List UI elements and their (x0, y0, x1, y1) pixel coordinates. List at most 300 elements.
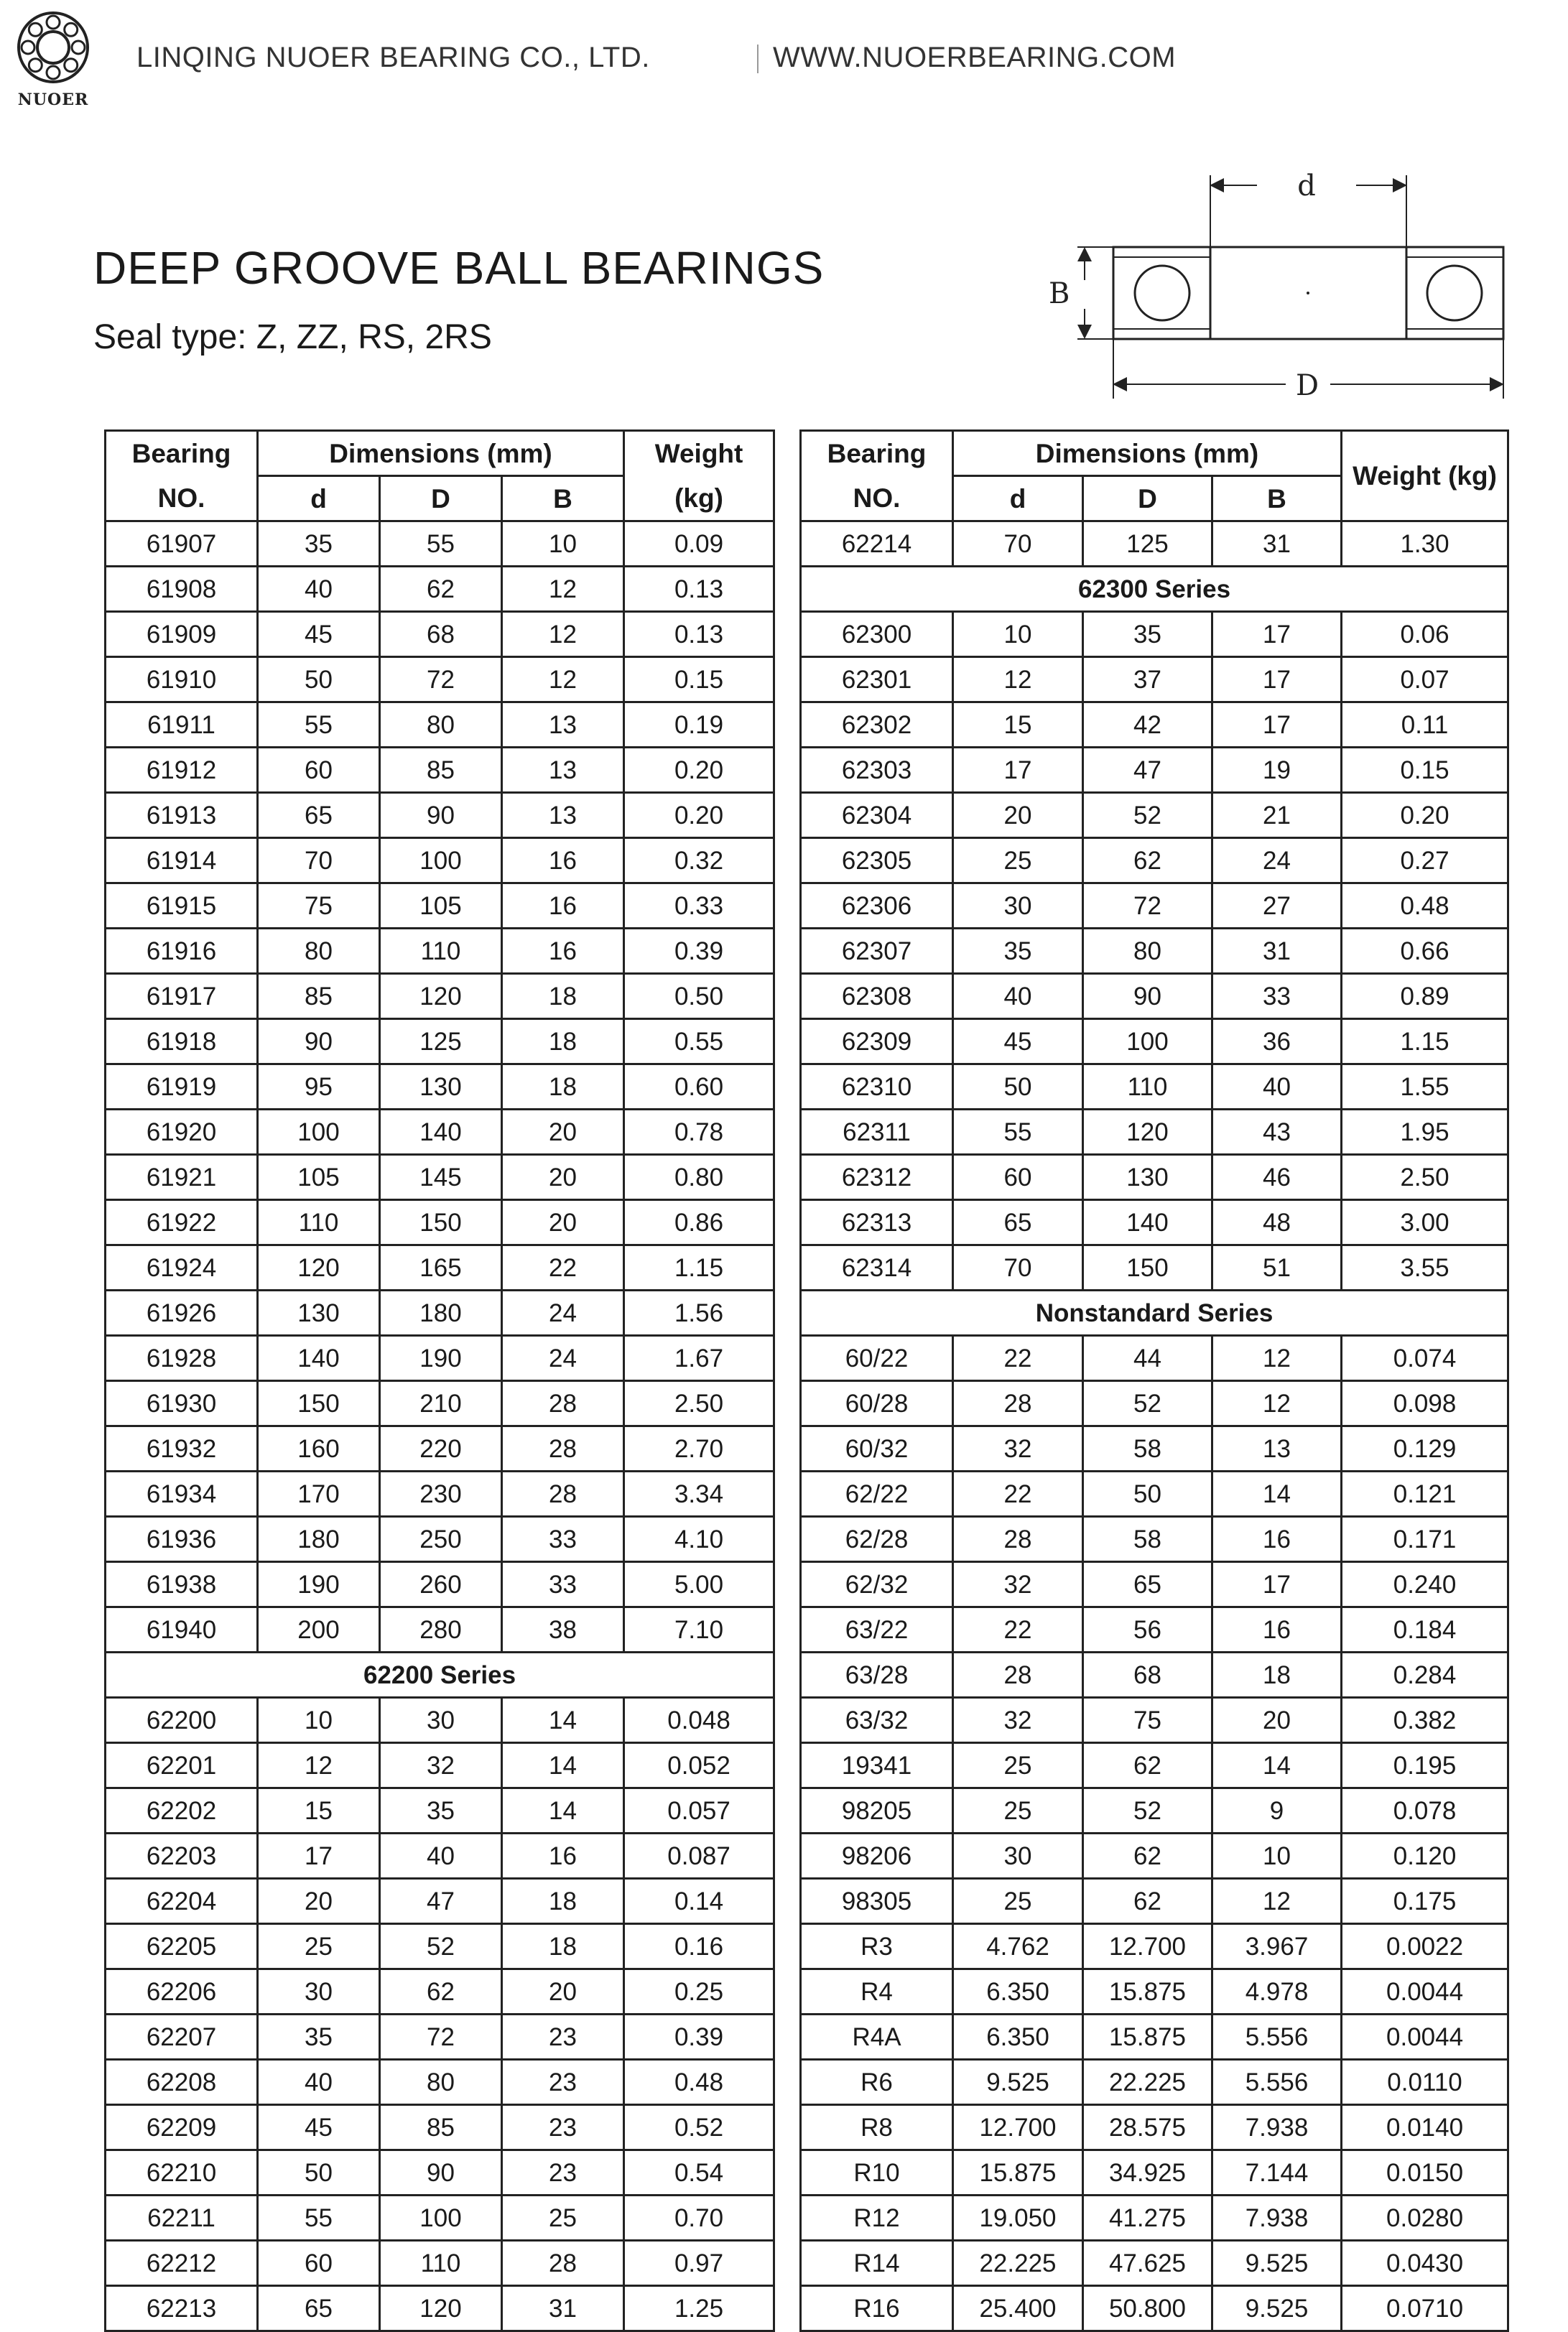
outer-diameter-cell: 190 (380, 1336, 502, 1381)
width-cell: 28 (502, 1472, 624, 1517)
width-cell: 20 (502, 1155, 624, 1200)
outer-diameter-cell: 145 (380, 1155, 502, 1200)
inner-diameter-cell: 20 (953, 793, 1083, 838)
bearing-no-cell: 60/32 (801, 1426, 953, 1472)
weight-cell: 2.70 (624, 1426, 774, 1472)
header-dimensions: Dimensions (mm) (258, 431, 624, 476)
bearing-logo-icon (10, 10, 96, 89)
weight-cell: 0.54 (624, 2150, 774, 2196)
outer-diameter-cell: 47.625 (1083, 2241, 1212, 2286)
bearing-no-cell: 98206 (801, 1834, 953, 1879)
width-cell: 12 (1212, 1879, 1342, 1924)
right-bearing-table (799, 429, 1509, 2332)
table-row (106, 2241, 774, 2286)
inner-diameter-cell: 70 (953, 521, 1083, 567)
inner-diameter-cell: 30 (953, 1834, 1083, 1879)
width-cell: 25 (502, 2196, 624, 2241)
width-cell: 3.967 (1212, 1924, 1342, 1969)
inner-diameter-cell: 32 (953, 1562, 1083, 1607)
table-row (801, 1110, 1508, 1155)
outer-diameter-cell: 120 (380, 2286, 502, 2331)
width-cell: 12 (1212, 1336, 1342, 1381)
width-cell: 14 (502, 1788, 624, 1834)
inner-diameter-cell: 9.525 (953, 2060, 1083, 2105)
outer-diameter-cell: 110 (380, 929, 502, 974)
bearing-no-cell: R4A (801, 2015, 953, 2060)
inner-diameter-cell: 22 (953, 1472, 1083, 1517)
header-dimensions: Dimensions (mm) (953, 431, 1342, 476)
outer-diameter-cell: 34.925 (1083, 2150, 1212, 2196)
inner-diameter-cell: 140 (258, 1336, 380, 1381)
weight-cell: 0.13 (624, 612, 774, 657)
bearing-no-cell: 61916 (106, 929, 258, 974)
weight-cell: 7.10 (624, 1607, 774, 1653)
weight-cell: 0.48 (624, 2060, 774, 2105)
width-cell: 18 (1212, 1653, 1342, 1698)
table-row (106, 1788, 774, 1834)
weight-cell: 0.195 (1342, 1743, 1508, 1788)
table-row (801, 1879, 1508, 1924)
outer-diameter-cell: 65 (1083, 1562, 1212, 1607)
bearing-no-cell: 62309 (801, 1019, 953, 1064)
inner-diameter-cell: 28 (953, 1653, 1083, 1698)
outer-diameter-cell: 90 (380, 2150, 502, 2196)
width-cell: 23 (502, 2060, 624, 2105)
inner-diameter-cell: 25 (953, 1788, 1083, 1834)
bearing-no-cell: 98205 (801, 1788, 953, 1834)
width-cell: 13 (1212, 1426, 1342, 1472)
bearing-no-cell: 63/22 (801, 1607, 953, 1653)
bearing-no-cell: 61907 (106, 521, 258, 567)
inner-diameter-cell: 25 (953, 1743, 1083, 1788)
outer-diameter-cell: 22.225 (1083, 2060, 1212, 2105)
outer-diameter-cell: 100 (380, 2196, 502, 2241)
width-cell: 13 (502, 793, 624, 838)
table-row (801, 1245, 1508, 1291)
bearing-no-cell: 61932 (106, 1426, 258, 1472)
width-cell: 12 (502, 612, 624, 657)
table-row (801, 1562, 1508, 1607)
weight-cell: 0.0150 (1342, 2150, 1508, 2196)
series-section-row (801, 567, 1508, 612)
outer-diameter-cell: 56 (1083, 1607, 1212, 1653)
inner-diameter-cell: 10 (258, 1698, 380, 1743)
logo-text: NUOER (17, 90, 89, 109)
outer-diameter-cell: 150 (380, 1200, 502, 1245)
weight-cell: 0.129 (1342, 1426, 1508, 1472)
width-cell: 23 (502, 2105, 624, 2150)
inner-diameter-cell: 65 (258, 2286, 380, 2331)
weight-cell: 0.240 (1342, 1562, 1508, 1607)
bearing-no-cell: 61915 (106, 883, 258, 929)
width-cell: 18 (502, 1019, 624, 1064)
bearing-no-cell: 62302 (801, 702, 953, 748)
width-cell: 31 (1212, 929, 1342, 974)
table-row (106, 1336, 774, 1381)
outer-diameter-cell: 41.275 (1083, 2196, 1212, 2241)
header-weight-unit: (kg) (624, 476, 774, 521)
weight-cell: 0.06 (1342, 612, 1508, 657)
width-cell: 10 (1212, 1834, 1342, 1879)
inner-diameter-cell: 90 (258, 1019, 380, 1064)
outer-diameter-cell: 110 (380, 2241, 502, 2286)
bearing-no-cell: 61940 (106, 1607, 258, 1653)
table-row (106, 1472, 774, 1517)
width-cell: 16 (502, 838, 624, 883)
inner-diameter-cell: 60 (258, 748, 380, 793)
table-row (801, 793, 1508, 838)
width-cell: 28 (502, 2241, 624, 2286)
table-row (801, 1924, 1508, 1969)
bearing-no-cell: 61922 (106, 1200, 258, 1245)
weight-cell: 0.121 (1342, 1472, 1508, 1517)
width-cell: 18 (502, 1064, 624, 1110)
width-cell: 24 (502, 1336, 624, 1381)
width-cell: 51 (1212, 1245, 1342, 1291)
inner-diameter-cell: 65 (258, 793, 380, 838)
table-row (106, 1969, 774, 2015)
table-row (801, 2286, 1508, 2331)
table-row (106, 1834, 774, 1879)
weight-cell: 0.70 (624, 2196, 774, 2241)
table-row (106, 1381, 774, 1426)
series-section-title: 62200 Series (106, 1653, 774, 1698)
table-row (106, 1155, 774, 1200)
bearing-no-cell: R14 (801, 2241, 953, 2286)
bearing-no-cell: 62203 (106, 1834, 258, 1879)
outer-diameter-cell: 44 (1083, 1336, 1212, 1381)
width-cell: 31 (502, 2286, 624, 2331)
width-cell: 18 (502, 1879, 624, 1924)
width-cell: 23 (502, 2015, 624, 2060)
width-cell: 43 (1212, 1110, 1342, 1155)
outer-diameter-cell: 47 (380, 1879, 502, 1924)
width-cell: 16 (1212, 1607, 1342, 1653)
weight-cell: 0.07 (1342, 657, 1508, 702)
header-bearing-no: Bearing (801, 431, 953, 476)
bearing-no-cell: 62209 (106, 2105, 258, 2150)
width-cell: 20 (502, 1200, 624, 1245)
header-D-outer: D (1083, 476, 1212, 521)
diagram-label-D: D (1295, 369, 1319, 402)
table-row (801, 974, 1508, 1019)
table-row (106, 1110, 774, 1155)
width-cell: 21 (1212, 793, 1342, 838)
inner-diameter-cell: 55 (258, 2196, 380, 2241)
inner-diameter-cell: 190 (258, 1562, 380, 1607)
table-row (801, 1200, 1508, 1245)
outer-diameter-cell: 35 (1083, 612, 1212, 657)
inner-diameter-cell: 6.350 (953, 1969, 1083, 2015)
width-cell: 38 (502, 1607, 624, 1653)
bearing-dimension-diagram (1020, 165, 1523, 402)
inner-diameter-cell: 170 (258, 1472, 380, 1517)
width-cell: 33 (502, 1562, 624, 1607)
table-row (106, 1698, 774, 1743)
bearing-no-cell: 61934 (106, 1472, 258, 1517)
bearing-no-cell: 61917 (106, 974, 258, 1019)
series-section-title: Nonstandard Series (801, 1291, 1508, 1336)
inner-diameter-cell: 95 (258, 1064, 380, 1110)
weight-cell: 0.098 (1342, 1381, 1508, 1426)
table-row (106, 1426, 774, 1472)
header-bearing-no: Bearing (106, 431, 258, 476)
outer-diameter-cell: 100 (380, 838, 502, 883)
inner-diameter-cell: 12.700 (953, 2105, 1083, 2150)
table-row (801, 1834, 1508, 1879)
weight-cell: 0.50 (624, 974, 774, 1019)
inner-diameter-cell: 80 (258, 929, 380, 974)
width-cell: 14 (1212, 1472, 1342, 1517)
table-row (801, 1064, 1508, 1110)
bearing-no-cell: 62206 (106, 1969, 258, 2015)
inner-diameter-cell: 20 (258, 1879, 380, 1924)
series-section-title: 62300 Series (801, 567, 1508, 612)
outer-diameter-cell: 37 (1083, 657, 1212, 702)
inner-diameter-cell: 55 (258, 702, 380, 748)
table-row (106, 1743, 774, 1788)
inner-diameter-cell: 28 (953, 1381, 1083, 1426)
outer-diameter-cell: 42 (1083, 702, 1212, 748)
outer-diameter-cell: 280 (380, 1607, 502, 1653)
weight-cell: 0.14 (624, 1879, 774, 1924)
bearing-no-cell: 62307 (801, 929, 953, 974)
bearing-no-cell: R3 (801, 1924, 953, 1969)
table-header-row (801, 431, 1508, 476)
outer-diameter-cell: 120 (380, 974, 502, 1019)
table-row (106, 2105, 774, 2150)
outer-diameter-cell: 210 (380, 1381, 502, 1426)
bearing-no-cell: 61920 (106, 1110, 258, 1155)
width-cell: 12 (1212, 1381, 1342, 1426)
table-header-row (106, 431, 774, 476)
nuoer-logo (10, 10, 96, 111)
outer-diameter-cell: 80 (1083, 929, 1212, 974)
inner-diameter-cell: 50 (953, 1064, 1083, 1110)
weight-cell: 1.67 (624, 1336, 774, 1381)
weight-cell: 0.78 (624, 1110, 774, 1155)
weight-cell: 0.284 (1342, 1653, 1508, 1698)
bearing-no-cell: 61913 (106, 793, 258, 838)
weight-cell: 0.087 (624, 1834, 774, 1879)
width-cell: 9.525 (1212, 2286, 1342, 2331)
weight-cell: 0.0110 (1342, 2060, 1508, 2105)
weight-cell: 0.80 (624, 1155, 774, 1200)
bearing-no-cell: 62301 (801, 657, 953, 702)
width-cell: 9 (1212, 1788, 1342, 1834)
table-row (106, 1019, 774, 1064)
table-row (801, 2060, 1508, 2105)
bearing-no-cell: 62208 (106, 2060, 258, 2105)
outer-diameter-cell: 130 (1083, 1155, 1212, 1200)
bearing-no-cell: 62300 (801, 612, 953, 657)
weight-cell: 0.0140 (1342, 2105, 1508, 2150)
weight-cell: 0.19 (624, 702, 774, 748)
bearing-no-cell: 62213 (106, 2286, 258, 2331)
width-cell: 24 (1212, 838, 1342, 883)
inner-diameter-cell: 6.350 (953, 2015, 1083, 2060)
weight-cell: 0.66 (1342, 929, 1508, 974)
table-row (801, 702, 1508, 748)
weight-cell: 1.56 (624, 1291, 774, 1336)
width-cell: 17 (1212, 1562, 1342, 1607)
weight-cell: 0.39 (624, 929, 774, 974)
inner-diameter-cell: 35 (258, 2015, 380, 2060)
weight-cell: 0.15 (624, 657, 774, 702)
inner-diameter-cell: 40 (953, 974, 1083, 1019)
outer-diameter-cell: 105 (380, 883, 502, 929)
bearing-no-cell: 19341 (801, 1743, 953, 1788)
diagram-label-d: d (1297, 169, 1316, 203)
bearing-no-cell: R10 (801, 2150, 953, 2196)
table-row (106, 702, 774, 748)
bearing-no-cell: 63/32 (801, 1698, 953, 1743)
weight-cell: 0.175 (1342, 1879, 1508, 1924)
inner-diameter-cell: 15 (258, 1788, 380, 1834)
inner-diameter-cell: 65 (953, 1200, 1083, 1245)
bearing-no-cell: R6 (801, 2060, 953, 2105)
table-row (106, 974, 774, 1019)
table-row (801, 883, 1508, 929)
outer-diameter-cell: 15.875 (1083, 2015, 1212, 2060)
left-table-body (106, 521, 774, 2331)
outer-diameter-cell: 220 (380, 1426, 502, 1472)
weight-cell: 0.20 (624, 793, 774, 838)
table-row (106, 1607, 774, 1653)
inner-diameter-cell: 85 (258, 974, 380, 1019)
outer-diameter-cell: 100 (1083, 1019, 1212, 1064)
outer-diameter-cell: 55 (380, 521, 502, 567)
outer-diameter-cell: 120 (1083, 1110, 1212, 1155)
table-row (801, 657, 1508, 702)
outer-diameter-cell: 40 (380, 1834, 502, 1879)
weight-cell: 0.60 (624, 1064, 774, 1110)
inner-diameter-cell: 25.400 (953, 2286, 1083, 2331)
table-row (801, 1426, 1508, 1472)
inner-diameter-cell: 110 (258, 1200, 380, 1245)
outer-diameter-cell: 52 (1083, 793, 1212, 838)
weight-cell: 3.00 (1342, 1200, 1508, 1245)
bearing-no-cell: 62306 (801, 883, 953, 929)
bearing-no-cell: 62211 (106, 2196, 258, 2241)
bearing-no-cell: 62214 (801, 521, 953, 567)
outer-diameter-cell: 35 (380, 1788, 502, 1834)
bearing-no-cell: 62201 (106, 1743, 258, 1788)
width-cell: 14 (502, 1698, 624, 1743)
weight-cell: 0.55 (624, 1019, 774, 1064)
outer-diameter-cell: 52 (1083, 1788, 1212, 1834)
seal-type-subtitle: Seal type: Z, ZZ, RS, 2RS (93, 318, 492, 356)
bearing-no-cell: 62207 (106, 2015, 258, 2060)
table-row (801, 521, 1508, 567)
weight-cell: 0.0022 (1342, 1924, 1508, 1969)
table-row (801, 2196, 1508, 2241)
inner-diameter-cell: 22 (953, 1607, 1083, 1653)
width-cell: 28 (502, 1381, 624, 1426)
inner-diameter-cell: 75 (258, 883, 380, 929)
inner-diameter-cell: 10 (953, 612, 1083, 657)
table-row (801, 1381, 1508, 1426)
table-row (106, 567, 774, 612)
table-row (106, 1562, 774, 1607)
table-row (801, 2241, 1508, 2286)
outer-diameter-cell: 28.575 (1083, 2105, 1212, 2150)
outer-diameter-cell: 68 (380, 612, 502, 657)
bearing-no-cell: 61921 (106, 1155, 258, 1200)
outer-diameter-cell: 150 (1083, 1245, 1212, 1291)
inner-diameter-cell: 25 (258, 1924, 380, 1969)
width-cell: 12 (502, 567, 624, 612)
weight-cell: 0.20 (624, 748, 774, 793)
bearing-no-cell: 62310 (801, 1064, 953, 1110)
table-row (106, 2286, 774, 2331)
outer-diameter-cell: 80 (380, 2060, 502, 2105)
bearing-no-cell: 63/28 (801, 1653, 953, 1698)
bearing-no-cell: 60/28 (801, 1381, 953, 1426)
bearing-no-cell: 62/22 (801, 1472, 953, 1517)
weight-cell: 2.50 (1342, 1155, 1508, 1200)
weight-cell: 0.27 (1342, 838, 1508, 883)
inner-diameter-cell: 25 (953, 1879, 1083, 1924)
bearing-no-cell: 62212 (106, 2241, 258, 2286)
company-name: LINQING NUOER BEARING CO., LTD. (136, 42, 650, 73)
outer-diameter-cell: 180 (380, 1291, 502, 1336)
table-row (801, 1788, 1508, 1834)
weight-cell: 0.52 (624, 2105, 774, 2150)
inner-diameter-cell: 35 (258, 521, 380, 567)
table-row (106, 2150, 774, 2196)
table-row (801, 2015, 1508, 2060)
bearing-no-cell: R8 (801, 2105, 953, 2150)
outer-diameter-cell: 250 (380, 1517, 502, 1562)
bearing-no-cell: 62210 (106, 2150, 258, 2196)
width-cell: 24 (502, 1291, 624, 1336)
width-cell: 5.556 (1212, 2060, 1342, 2105)
outer-diameter-cell: 140 (1083, 1200, 1212, 1245)
table-row (801, 2150, 1508, 2196)
table-row (106, 1924, 774, 1969)
width-cell: 20 (1212, 1698, 1342, 1743)
outer-diameter-cell: 90 (380, 793, 502, 838)
inner-diameter-cell: 45 (258, 2105, 380, 2150)
width-cell: 14 (1212, 1743, 1342, 1788)
inner-diameter-cell: 130 (258, 1291, 380, 1336)
width-cell: 14 (502, 1743, 624, 1788)
bearing-no-cell: 61936 (106, 1517, 258, 1562)
table-row (801, 612, 1508, 657)
table-row (801, 2105, 1508, 2150)
outer-diameter-cell: 72 (1083, 883, 1212, 929)
weight-cell: 1.95 (1342, 1110, 1508, 1155)
table-row (106, 2060, 774, 2105)
header-weight: Weight (624, 431, 774, 476)
width-cell: 7.938 (1212, 2196, 1342, 2241)
outer-diameter-cell: 32 (380, 1743, 502, 1788)
table-row (801, 1743, 1508, 1788)
inner-diameter-cell: 180 (258, 1517, 380, 1562)
outer-diameter-cell: 125 (380, 1019, 502, 1064)
right-table-body (801, 521, 1508, 2331)
table-row (106, 2015, 774, 2060)
width-cell: 13 (502, 702, 624, 748)
bearing-no-cell: 61926 (106, 1291, 258, 1336)
table-row (106, 521, 774, 567)
inner-diameter-cell: 4.762 (953, 1924, 1083, 1969)
weight-cell: 0.120 (1342, 1834, 1508, 1879)
weight-cell: 0.89 (1342, 974, 1508, 1019)
left-bearing-table (104, 429, 775, 2332)
weight-cell: 2.50 (624, 1381, 774, 1426)
